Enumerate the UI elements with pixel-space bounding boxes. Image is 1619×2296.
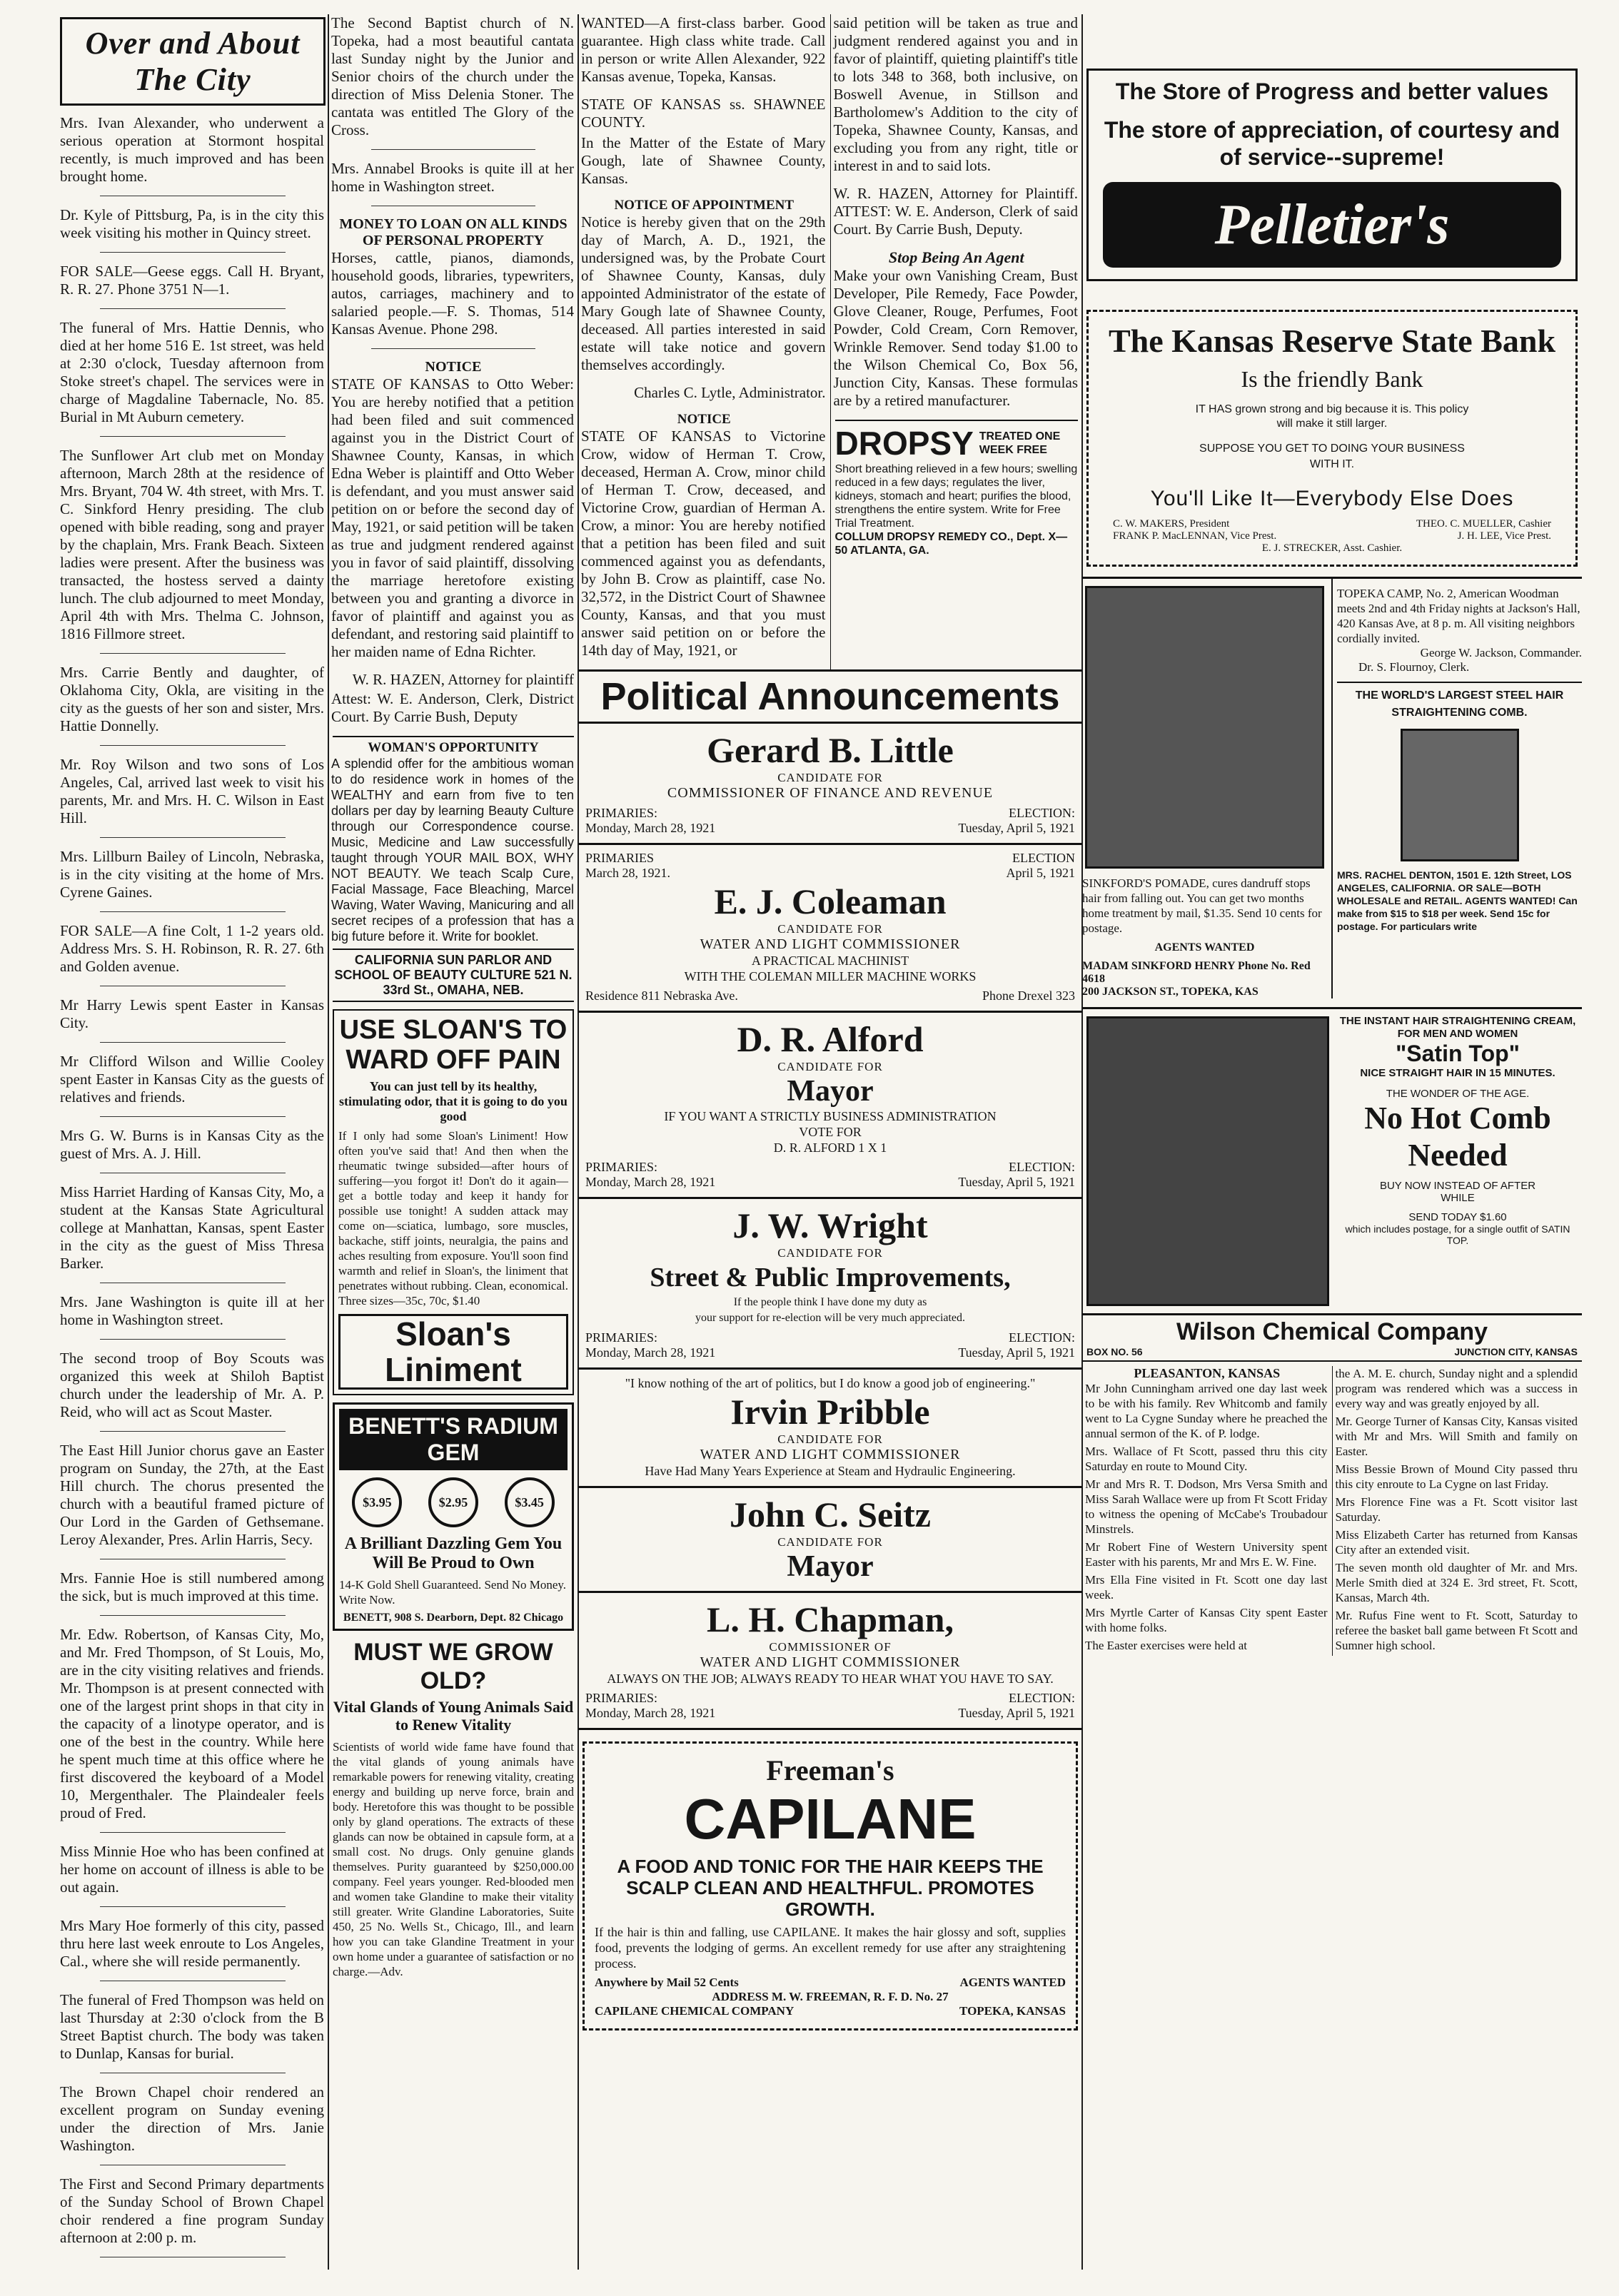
notice-continued: said petition will be taken as true and judgment rendered against you and in favor of plaintiff, quieting plaintiff's title to lots 348 to 368, both inclusive, on Boswell Avenue, in Stillson and Bartholomew's Addition to the city of Topeka, Shawnee County, Kansas, and excluding you from any right, title or interest in and to said lots. xyxy=(833,14,1078,174)
political-header: Political Announcements xyxy=(578,672,1082,724)
notice-title: NOTICE xyxy=(425,359,482,375)
opportunity-title: WOMAN'S OPPORTUNITY xyxy=(368,740,539,755)
bank-ad xyxy=(1086,310,1578,567)
capilane-tagline: A FOOD AND TONIC FOR THE HAIR KEEPS THE SCALP CLEAN AND HEALTHFUL. PROMOTES GROWTH. xyxy=(617,1856,1044,1920)
news-item: Mrs. Annabel Brooks is quite ill at her home in Washington street. xyxy=(331,160,574,195)
bank-sub: Is the friendly Bank xyxy=(1241,366,1423,392)
ring-price: $3.95 xyxy=(352,1477,402,1527)
item-separator xyxy=(100,1431,286,1432)
news-item: The funeral of Mrs. Hattie Dennis, who died at her home 516 E. 1st street, was held at 2:30 o'clock, Tuesday afternoon from Stoke street's chapel. The services were in charge of Magdaline Tabernacle, No. 85. Burial in Mt Auburn cemetery. xyxy=(60,319,324,425)
item-separator xyxy=(100,1339,286,1340)
sloans-headline: USE SLOAN'S TO WARD OFF PAIN xyxy=(339,1015,568,1075)
primaries-date: March 28, 1921. xyxy=(585,866,670,880)
news-item: The Easter exercises were held at xyxy=(1085,1639,1248,1652)
news-item: Mrs Myrtle Carter of Kansas City spent Easter with home folks. xyxy=(1085,1606,1328,1634)
capilane-agents: AGENTS WANTED xyxy=(959,1976,1066,1989)
column-business-ads xyxy=(1082,14,1582,2270)
satin-top-name: "Satin Top" xyxy=(1396,1041,1520,1066)
bank-officer: J. H. LEE, Vice Prest. xyxy=(1457,530,1551,542)
candidate-name: Gerard B. Little xyxy=(707,730,954,770)
news-item: FOR SALE—A fine Colt, 1 1-2 years old. Address Mrs. S. H. Robinson, R. R. 27. 6th and Golden avenue. xyxy=(60,922,324,975)
capilane-address: ADDRESS M. W. FREEMAN, R. F. D. No. 27 xyxy=(712,1990,949,2003)
pelletier-ad xyxy=(1086,69,1578,281)
news-item: The second troop of Boy Scouts was organized this week at Shiloh Baptist church under the leadership of Mr. A. P. Reid, who will act as Scout Master. xyxy=(60,1350,324,1420)
camp-commander: George W. Jackson, Commander. xyxy=(1420,646,1582,659)
satin-top-buy: BUY NOW INSTEAD OF AFTER WHILE xyxy=(1379,1180,1536,1204)
estate-body: Notice is hereby given that on the 29th day of March, A. D., 1921, the undersigned was, by the Probate Court of Shawnee County, Kansas, duly appointed Administrator of the estate of Mary Gough late of Shawnee County, deceased. All parties interested in said estate will take notice and govern themselves accordingly. xyxy=(581,213,826,373)
candidate-name: Irvin Pribble xyxy=(730,1392,930,1432)
grow-old-ad xyxy=(333,1638,574,1979)
agent-body: Make your own Vanishing Cream, Bust Developer, Pile Remedy, Face Powder, Glove Cleaner, Rouge, Perfumes, Foot Powder, Cold Cream, Corn Remover, Wrinkle Remover. Send today $1.00 to the Wilson Chemical Co, Box 56, Junction City, Kansas. These formulas are by a retired manufacturer. xyxy=(833,267,1078,409)
bank-officer: THEO. C. MUELLER, Cashier xyxy=(1416,518,1551,530)
news-item: Mr and Mrs R. T. Dodson, Mrs Versa Smith and Miss Sarah Wallace were up from Ft Scott Friday to witness the opening of McCabe's Troubadour Minstrels. xyxy=(1085,1477,1328,1536)
bank-officer: E. J. STRECKER, Asst. Cashier. xyxy=(1261,542,1403,554)
radium-body: 14-K Gold Shell Guaranteed. Send No Money. Write Now. xyxy=(339,1578,567,1607)
sloans-body: If I only had some Sloan's Liniment! How often you've said that! And then when the rheumatic twinge subsided—after hours of suffering—you forgot it! Don't do it again—get a bottle today and keep it handy for possible use tonight! A sudden attack may come on—sciatica, lumbago, sore muscles, backache, stiff joints, neuralgia, the pains and aches resulting from exposure. You'll soon find warmth and relief in Sloan's, the liniment that penetrates without rubbing. Clean, economical. Three sizes—35c, 70c, $1.40 xyxy=(338,1129,568,1308)
candidate-for: CANDIDATE FOR xyxy=(777,1246,883,1260)
election-label: ELECTION: xyxy=(1009,1691,1075,1705)
primaries-label: PRIMARIES: xyxy=(585,1160,658,1174)
estate-signature: Charles C. Lytle, Administrator. xyxy=(634,384,826,401)
classified-ad: WANTED—A first-class barber. Good guarantee. High class white trade. Call in person or write Allen Alexander, 922 Kansas avenue, Topeka, Kansas. xyxy=(581,14,826,85)
candidate-quote: "I know nothing of the art of politics, but I do know a good job of engineering." xyxy=(625,1376,1036,1390)
news-item: Mrs Florence Fine was a Ft. Scott visitor last Saturday. xyxy=(1335,1495,1578,1524)
election-date: Tuesday, April 5, 1921 xyxy=(958,1345,1075,1360)
candidate-name: D. R. Alford xyxy=(737,1019,924,1059)
satin-top-wonder: THE WONDER OF THE AGE. xyxy=(1386,1088,1530,1100)
news-item: Mrs. Fannie Hoe is still numbered among the sick, but is much improved at this time. xyxy=(60,1569,324,1604)
candidate-name: John C. Seitz xyxy=(730,1495,931,1534)
bank-officer: FRANK P. MacLENNAN, Vice Prest. xyxy=(1113,530,1277,542)
candidate-line: WITH THE COLEMAN MILLER MACHINE WORKS xyxy=(684,969,977,983)
news-item: The First and Second Primary departments of the Sunday School of Brown Chapel choir rendered a fine program Sunday afternoon at 2:00 p. m. xyxy=(60,2175,324,2246)
item-separator xyxy=(100,653,286,654)
election-label: ELECTION: xyxy=(1009,1330,1075,1345)
bank-name: The Kansas Reserve State Bank xyxy=(1108,323,1556,359)
news-item: The funeral of Fred Thompson was held on last Thursday at 2:30 o'clock from the B Street Baptist church. The body was taken to Dunlap, Kansas for burial. xyxy=(60,1991,324,2062)
news-item: The Sunflower Art club met on Monday afternoon, March 28th at the residence of Mrs. Bryant, 704 W. 4th street, with Mrs. T. C. Sinkford Henry presiding. The club opened with bible reading, song and prayer by the chaplain, Mrs. Frank Beach. Sixteen ladies were present. After the business was transacted, the hostess served a dainty lunch. The club adjourned to meet Monday, April 4th with Mrs. Thelma C. Johnson, 1816 Fillmore street. xyxy=(60,447,324,642)
dropsy-word: DROPSY xyxy=(834,425,974,462)
candidate-pribble xyxy=(578,1370,1082,1488)
notice2-title: NOTICE xyxy=(677,412,731,427)
candidate-for: COMMISSIONER OF xyxy=(769,1640,892,1654)
news-item: The Second Baptist church of N. Topeka, had a most beautiful cantata last Sunday night by the Junior and Senior choirs of the church under the direction of Miss Delenia Stoner. The cantata was entitled The Glory of the Cross. xyxy=(331,14,574,138)
candidate-office: WATER AND LIGHT COMMISSIONER xyxy=(700,1447,961,1462)
election-label: ELECTION: xyxy=(1009,806,1075,820)
candidate-for: CANDIDATE FOR xyxy=(777,771,883,784)
candidate-name: J. W. Wright xyxy=(732,1205,928,1245)
candidate-office: WATER AND LIGHT COMMISSIONER xyxy=(700,1654,961,1670)
candidate-wright xyxy=(578,1199,1082,1370)
item-separator xyxy=(100,1832,286,1833)
candidate-name: L. H. Chapman, xyxy=(707,1599,954,1639)
election-date: Tuesday, April 5, 1921 xyxy=(958,1706,1075,1720)
candidate-line: Have Had Many Years Experience at Steam and Hydraulic Engineering. xyxy=(645,1464,1016,1478)
candidate-seitz xyxy=(578,1488,1082,1593)
candidate-line: IF YOU WANT A STRICTLY BUSINESS ADMINISTRATION xyxy=(664,1109,997,1123)
news-item: Mr. George Turner of Kansas City, Kansas visited with Mr and Mrs. Will Smith and family on Easter. xyxy=(1335,1415,1578,1458)
news-item: Mrs. Wallace of Ft Scott, passed thru this city Saturday en route to Mound City. xyxy=(1085,1445,1328,1473)
news-item: Mrs. Jane Washington is quite ill at her home in Washington street. xyxy=(60,1293,324,1328)
pomade-address: 200 JACKSON ST., TOPEKA, KAS xyxy=(1082,986,1259,998)
pelletier-line1: The Store of Progress and better values xyxy=(1115,79,1549,104)
news-item: Miss Elizabeth Carter has returned from Kansas City after an extended visit. xyxy=(1335,1528,1578,1557)
item-separator xyxy=(100,1615,286,1616)
portrait-photo xyxy=(1085,586,1324,869)
pelletier-logo: Pelletier's xyxy=(1103,182,1561,268)
agents-wanted: AGENTS WANTED xyxy=(1154,941,1255,954)
capilane-name: CAPILANE xyxy=(684,1787,977,1851)
opportunity-footer: CALIFORNIA SUN PARLOR AND SCHOOL OF BEAUTY CULTURE 521 N. 33rd St., OMAHA, NEB. xyxy=(333,949,574,1002)
news-item: Mr. Rufus Fine went to Ft. Scott, Saturday to referee the basket ball game between Ft Scott and Sumner high school. xyxy=(1335,1609,1578,1652)
column-political xyxy=(578,14,1082,2270)
radium-headline: A Brilliant Dazzling Gem You Will Be Proud to Own xyxy=(344,1534,563,1572)
candidate-line: VOTE FOR xyxy=(799,1125,862,1139)
election-date: April 5, 1921 xyxy=(1006,866,1075,880)
news-item: the A. M. E. church, Sunday night and a splendid program was rendered which was a success in every way and was greatly enjoyed by all. xyxy=(1335,1367,1578,1410)
wilson-company: Wilson Chemical Company xyxy=(1176,1318,1488,1345)
candidate-line: If the people think I have done my duty as xyxy=(733,1296,927,1308)
sloans-sub: You can just tell by its healthy, stimulating odor, that it is going to do you good xyxy=(339,1079,568,1123)
capilane-company: CAPILANE CHEMICAL COMPANY xyxy=(595,2004,795,2018)
item-separator xyxy=(100,1042,286,1043)
grow-old-headline: MUST WE GROW OLD? xyxy=(353,1639,553,1694)
news-item: Mr John Cunningham arrived one day last week to be with his family. Rev Whitcomb and family went to La Cygne Sunday where he preached the annual sermon of the K. of P. lodge. xyxy=(1085,1382,1328,1440)
item-separator xyxy=(100,911,286,912)
sloans-logo: Sloan's Liniment xyxy=(338,1314,568,1390)
bank-officer: C. W. MAKERS, President xyxy=(1113,518,1230,530)
news-item: Miss Minnie Hoe who has been confined at her home on account of illness is able to be out again. xyxy=(60,1843,324,1896)
candidate-for: CANDIDATE FOR xyxy=(777,922,883,936)
news-item: Mrs. Lillburn Bailey of Lincoln, Nebraska, is in the city visiting at the home of Mrs. Cyrene Gaines. xyxy=(60,848,324,901)
loan-title: MONEY TO LOAN ON ALL KINDS OF PERSONAL PROPERTY xyxy=(339,216,568,248)
notice-body: STATE OF KANSAS to Otto Weber: You are hereby notified that a petition had been filed and suit commenced against you in the District Court of Shawnee County, Kansas, in which Edna Weber is plaintiff and Otto Weber is defendant, and you must answer said petition on or before the second day of May, 1921, or said petition will be taken as true and judgment rendered against you in favor of said plaintiff, dissolving the marriage heretofore existing between you and granting a divorce in favor of plaintiff and against you as defendant, and restoring said plaintiff to her maiden name of Edna Richter. xyxy=(331,375,574,660)
candidate-office: Street & Public Improvements, xyxy=(650,1263,1011,1293)
item-separator xyxy=(100,1906,286,1907)
sloans-ad xyxy=(333,1009,574,1395)
election-label: ELECTION xyxy=(1012,851,1075,865)
satin-top-sub: NICE STRAIGHT HAIR IN 15 MINUTES. xyxy=(1360,1067,1555,1079)
primaries-date: Monday, March 28, 1921 xyxy=(585,1345,716,1360)
news-item: The Brown Chapel choir rendered an excellent program on Sunday evening under the direction of Mrs. Janie Washington. xyxy=(60,2083,324,2154)
radium-gem-ad xyxy=(333,1402,574,1631)
candidate-for: CANDIDATE FOR xyxy=(777,1535,883,1549)
candidate-office: COMMISSIONER OF FINANCE AND REVENUE xyxy=(667,785,994,801)
camp-body: TOPEKA CAMP, No. 2, American Woodman meets 2nd and 4th Friday nights at Jackson's Hall, 420 Kansas Ave, at 8 p. m. All visiting neighbors cordially invited. xyxy=(1337,587,1580,645)
item-separator xyxy=(100,252,286,253)
agent-title: Stop Being An Agent xyxy=(888,248,1024,266)
news-item: Dr. Kyle of Pittsburg, Pa, is in the city this week visiting his mother in Quincy street. xyxy=(60,206,324,241)
pleasanton-title: PLEASANTON, KANSAS xyxy=(1134,1366,1281,1380)
news-item: Miss Bessie Brown of Mound City passed thru this city enroute to La Cygne on last Friday. xyxy=(1335,1462,1578,1491)
primaries-label: PRIMARIES: xyxy=(585,1691,658,1705)
news-item: Mrs G. W. Burns is in Kansas City as the guest of Mrs. A. J. Hill. xyxy=(60,1127,324,1162)
capilane-city: TOPEKA, KANSAS xyxy=(959,2004,1066,2018)
loan-body: Horses, cattle, pianos, diamonds, household goods, libraries, typewriters, autos, carriages, machinery and to salaried people.—F. S. Thomas, 514 Kansas Avenue. Phone 298. xyxy=(331,249,574,338)
item-separator xyxy=(100,1116,286,1117)
ring-price: $3.45 xyxy=(505,1477,555,1527)
capilane-price: Anywhere by Mail 52 Cents xyxy=(595,1976,739,1989)
comb-illustration xyxy=(1401,729,1519,861)
news-item: FOR SALE—Geese eggs. Call H. Bryant, R. R. 27. Phone 3751 N—1. xyxy=(60,263,324,298)
primaries-date: Monday, March 28, 1921 xyxy=(585,1175,716,1189)
pomade-body: SINKFORD'S POMADE, cures dandruff stops hair from falling out. You can get two months home treatment by mail, $1.35. Send 10 cents for postage. xyxy=(1082,876,1322,935)
section-masthead: Over and About The City xyxy=(60,17,326,106)
ring-price: $2.95 xyxy=(428,1477,478,1527)
bank-note: IT HAS grown strong and big because it is. This policy will make it still larger. xyxy=(1195,403,1469,430)
notice-attest: Attest: W. E. Anderson, Clerk, District Court. By Carrie Bush, Deputy xyxy=(331,690,574,725)
news-item: Miss Harriet Harding of Kansas City, Mo, a student at the Kansas State Agricultural college at Manhattan, Kansas, spent Easter in the city as the guest of Miss Thresa Barker. xyxy=(60,1183,324,1272)
wilson-city: JUNCTION CITY, KANSAS xyxy=(1454,1346,1578,1357)
candidate-little xyxy=(578,724,1082,845)
news-item: Mrs Mary Hoe formerly of this city, passed thru here last week enroute to Los Angeles, Cal., where she will reside permanently. xyxy=(60,1917,324,1970)
capilane-ad xyxy=(582,1741,1078,2031)
news-item: Mr. Roy Wilson and two sons of Los Angeles, Cal, arrived last week to visit his parents, Mr. and Mrs. H. C. Wilson in East Hill. xyxy=(60,756,324,826)
notice-signature: W. R. HAZEN, Attorney for Plaintiff. ATTEST: W. E. Anderson, Clerk of said Court. By Carrie Bush, Deputy. xyxy=(833,185,1078,238)
primaries-date: Monday, March 28, 1921 xyxy=(585,821,716,835)
comb-title: THE WORLD'S LARGEST STEEL HAIR STRAIGHTENING COMB. xyxy=(1355,689,1564,719)
satin-top-intro: THE INSTANT HAIR STRAIGHTENING CREAM, FOR MEN AND WOMEN xyxy=(1339,1015,1576,1040)
notice-signature: W. R. HAZEN, Attorney for plaintiff xyxy=(352,671,574,688)
capilane-body: If the hair is thin and falling, use CAPILANE. It makes the hair glossy and soft, supplies food, prevents the lodging of germs. An excellent remedy for use after any straightening process. xyxy=(595,1925,1066,1971)
item-separator xyxy=(100,745,286,746)
satin-top-send: SEND TODAY $1.60 xyxy=(1408,1211,1507,1223)
primaries-label: PRIMARIES: xyxy=(585,806,658,820)
news-item: The East Hill Junior chorus gave an Easter program on Sunday, the 27th, at the East Hill church. The chorus presented the church with a beautiful framed picture of Our Lord in the Garden of Gethsemane. Leroy Alexander, Pres. Arlin Harris, Secy. xyxy=(60,1442,324,1548)
estate-head: STATE OF KANSAS ss. SHAWNEE COUNTY. xyxy=(581,96,826,131)
column-local-news xyxy=(57,14,328,2270)
camp-clerk: Dr. S. Flournoy, Clerk. xyxy=(1358,660,1470,674)
news-item: Mr Robert Fine of Western University spent Easter with his parents, Mr and Mrs E. W. Fine. xyxy=(1085,1540,1328,1569)
column-notices-ads xyxy=(328,14,578,2270)
item-separator xyxy=(100,436,286,437)
candidate-line: ALWAYS ON THE JOB; ALWAYS READY TO HEAR WHAT YOU HAVE TO SAY. xyxy=(607,1672,1054,1686)
estate-matter: In the Matter of the Estate of Mary Gough, late of Shawnee County, Kansas. xyxy=(581,134,826,187)
radium-footer: BENETT, 908 S. Dearborn, Dept. 82 Chicago xyxy=(343,1612,564,1624)
primaries-date: Monday, March 28, 1921 xyxy=(585,1706,716,1720)
grow-old-sub: Vital Glands of Young Animals Said to Renew Vitality xyxy=(333,1698,574,1734)
estate-title: NOTICE OF APPOINTMENT xyxy=(614,198,795,213)
candidate-name: E. J. Coleaman xyxy=(714,881,947,921)
candidate-alford xyxy=(578,1013,1082,1199)
election-date: Tuesday, April 5, 1921 xyxy=(958,821,1075,835)
portrait-photo xyxy=(1086,1016,1329,1306)
primaries-label: PRIMARIES: xyxy=(585,1330,658,1345)
satin-top-headline: No Hot Comb Needed xyxy=(1364,1101,1551,1173)
candidate-chapman xyxy=(578,1593,1082,1730)
news-item: Mr. Edw. Robertson, of Kansas City, Mo, and Mr. Fred Thompson, of St Louis, Mo, are in the city visiting relatives and friends. Mr. Thompson is at present connected with one of the largest print shops in that city in the capacity of a linotype operator, and is one of the best in the country. While here he spent much time at this office where he first discovered the keyboard of a Model 10, Mergenthaler. The Plaindealer feels proud of Fred. xyxy=(60,1626,324,1821)
radium-title: BENETT'S RADIUM GEM xyxy=(339,1409,568,1470)
news-item: Mrs Ella Fine visited in Ft. Scott one day last week. xyxy=(1085,1573,1328,1602)
candidate-line: D. R. ALFORD 1 X 1 xyxy=(773,1141,887,1155)
candidate-line: your support for re-election will be very much appreciated. xyxy=(695,1312,966,1324)
dropsy-footer: COLLUM DROPSY REMEDY CO., Dept. X—50 ATLANTA, GA. xyxy=(834,531,1068,557)
item-separator xyxy=(100,308,286,309)
news-item: Mrs. Carrie Bently and daughter, of Oklahoma City, Okla, are visiting in the city as the guests of her son and sister, Mrs. Hattie Donnelly. xyxy=(60,664,324,734)
dropsy-body: Short breathing relieved in a few hours; swelling reduced in a few days; regulates the liver, kidneys, stomach and heart; purifies the blood, strengthens the entire system. Write for Free Trial Treatment. xyxy=(834,463,1078,530)
candidate-office: WATER AND LIGHT COMMISSIONER xyxy=(700,936,961,952)
pomade-maker: MADAM SINKFORD HENRY Phone No. Red 4618 xyxy=(1082,960,1311,985)
candidate-coleman xyxy=(578,845,1082,1013)
dropsy-ad xyxy=(835,420,1079,557)
satin-top-send-note: which includes postage, for a single outfit of SATIN TOP. xyxy=(1345,1223,1570,1246)
election-date: Tuesday, April 5, 1921 xyxy=(958,1175,1075,1189)
candidate-address: Residence 811 Nebraska Ave. xyxy=(585,988,738,1003)
candidate-for: CANDIDATE FOR xyxy=(777,1432,883,1446)
capilane-brand: Freeman's xyxy=(766,1754,894,1786)
item-separator xyxy=(100,837,286,838)
news-item: The seven month old daughter of Mr. and Mrs. Merle Smith died at 324 E. 3rd street, Ft. Scott, Kansas, March 4th. xyxy=(1335,1561,1578,1604)
news-item: Mr Clifford Wilson and Willie Cooley spent Easter in Kansas City as the guests of relatives and friends. xyxy=(60,1053,324,1106)
wilson-box: BOX NO. 56 xyxy=(1086,1346,1143,1357)
bank-slogan: You'll Like It—Everybody Else Does xyxy=(1150,487,1514,510)
candidate-office: Mayor xyxy=(787,1075,874,1108)
bank-note: SUPPOSE YOU GET TO DOING YOUR BUSINESS WITH IT. xyxy=(1199,442,1465,470)
candidate-line: A PRACTICAL MACHINIST xyxy=(751,954,909,968)
news-item: Mr Harry Lewis spent Easter in Kansas City. xyxy=(60,996,324,1031)
candidate-office: Mayor xyxy=(787,1550,874,1583)
news-item: Mrs. Ivan Alexander, who underwent a serious operation at Stormont hospital recently, is much improved and has been brought home. xyxy=(60,114,324,185)
opportunity-body: A splendid offer for the ambitious woman to do residence work in homes of the WEALTHY and earn from five to ten dollars per day by learning Beauty Culture through our Correspondence course. Music, Medicine and Law successfully taught through YOUR MAIL BOX, WHY NOT BEAUTY. We teach Scalp Cure, Facial Massage, Face Bleaching, Marcel Waving, Water Waving, Manicuring and all secret recipes of a profession that has a big future before it. Write for booklet. xyxy=(331,757,574,944)
grow-old-body: Scientists of world wide fame have found that the vital glands of young animals have remarkable powers for renewing vitality, creating energy and building up nerve force, brain and body. Heretofore this was thought to be possible only by gland operations. The extracts of these glands can now be obtained in capsule form, at a small cost. No drugs. Only genuine glands themselves. Purity guaranteed by $250,000.00 company. Feel years younger. Red-blooded men and women take Glandine to make their vitality still greater. Write Glandine Laboratories, Suite 450, 25 No. Wells St., Chicago, Ill., and learn how you can take Glandine Treatment in your own home under a guarantee of satisfaction or no charge.—Adv. xyxy=(333,1740,574,1978)
notice2-body: STATE OF KANSAS to Victorine Crow, widow of Herman T. Crow, deceased, Herman A. Crow, minor child of Herman T. Crow, deceased, and Victorine Crow, guardian of Herman A. Crow, a minor: You are hereby notified that a petition has been filed and suit commenced against you as defendants, by John B. Crow as plaintiff, case No. 32,572, in the District Court of Shawnee County, Kansas, and that you must answer said petition on or before the 14th day of May, 1921, or xyxy=(581,428,826,659)
denton-body: MRS. RACHEL DENTON, 1501 E. 12th Street, LOS ANGELES, CALIFORNIA. OR SALE—BOTH WHOLESALE and RETAIL. AGENTS WANTED! Can make from $15 to $18 per week. Send 15c for postage. For particulars write xyxy=(1337,869,1578,932)
primaries-label: PRIMARIES xyxy=(585,851,655,865)
dropsy-tag: TREATED ONE WEEK FREE xyxy=(979,430,1061,456)
pelletier-line2: The store of appreciation, of courtesy and of service--supreme! xyxy=(1104,117,1560,170)
candidate-phone: Phone Drexel 323 xyxy=(982,988,1075,1003)
candidate-for: CANDIDATE FOR xyxy=(777,1060,883,1073)
election-label: ELECTION: xyxy=(1009,1160,1075,1174)
